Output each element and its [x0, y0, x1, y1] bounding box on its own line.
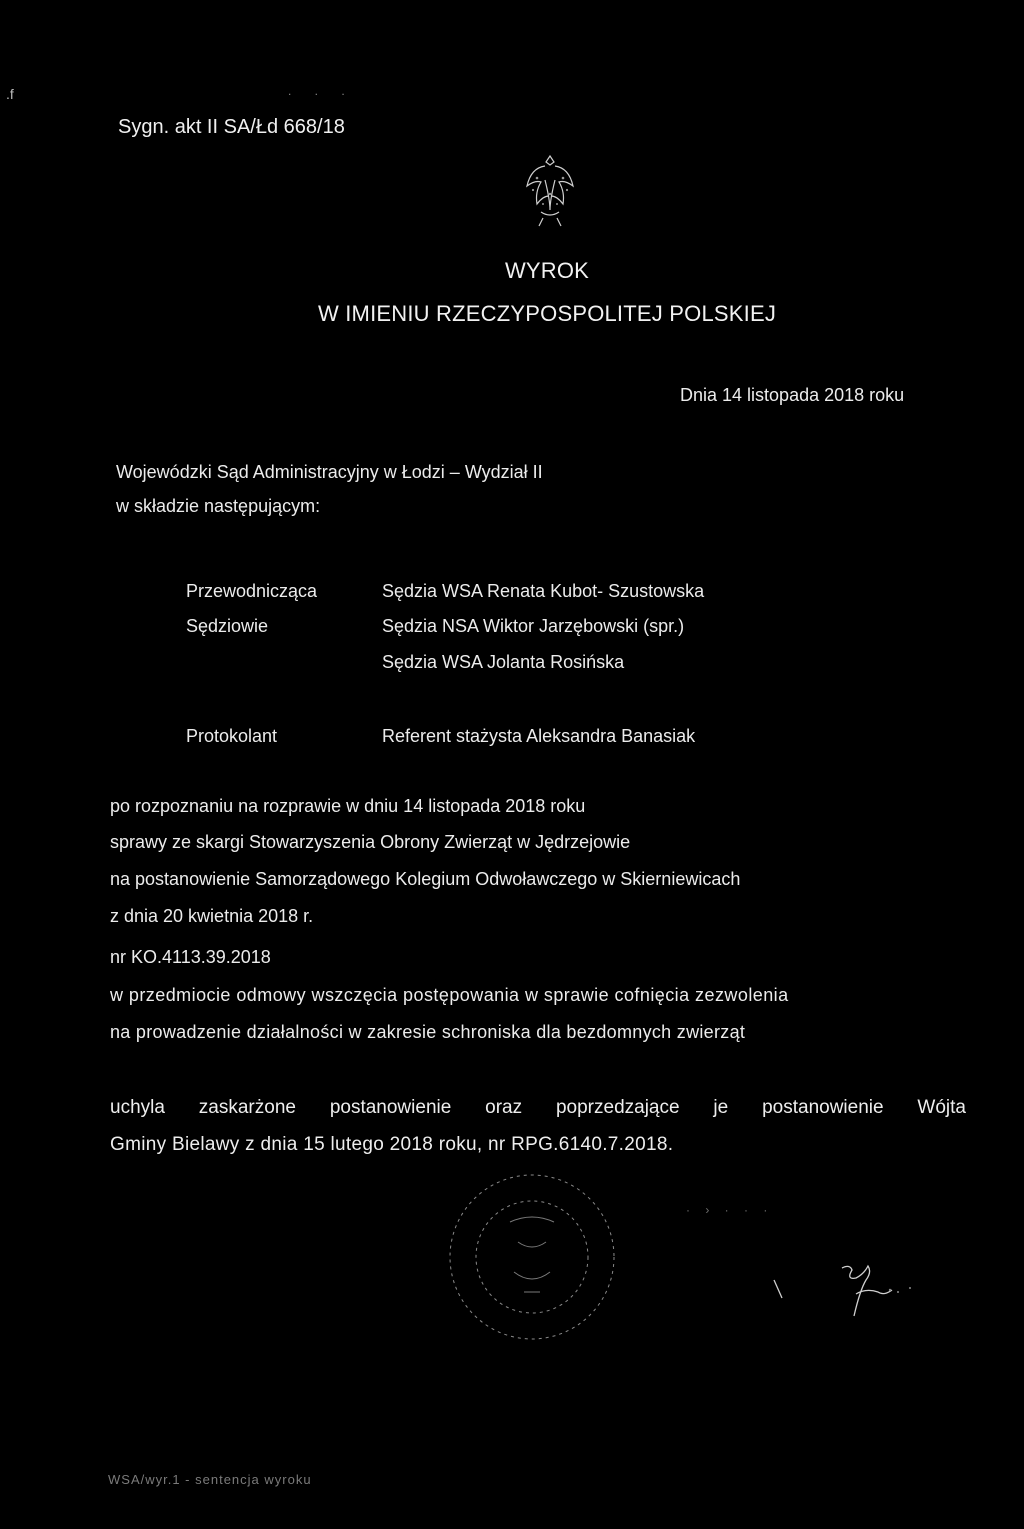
judges-label: Sędziowie: [186, 616, 269, 636]
case-signature: Sygn. akt II SA/Łd 668/18: [118, 116, 345, 138]
body-line-1: po rozpoznaniu na rozprawie w dniu 14 listopada 2018 roku: [110, 796, 586, 816]
round-court-stamp-icon: [440, 1162, 640, 1362]
clerk-label: Protokolant: [186, 726, 278, 746]
court-name: Wojewódzki Sąd Administracyjny w Łodzi – Wydział II: [116, 462, 543, 482]
handwritten-signature-icon: [770, 1250, 930, 1340]
ruling-line-1: uchyla zaskarżone postanowienie oraz poprzedzające je postanowienie Wójta: [110, 1097, 966, 1118]
clerk-name: Referent stażysta Aleksandra Banasiak: [382, 726, 696, 746]
body-line-4: z dnia 20 kwietnia 2018 r.: [110, 906, 314, 926]
header-dots: . . .: [288, 84, 355, 98]
judge-name-1: Sędzia NSA Wiktor Jarzębowski (spr.): [382, 616, 685, 636]
judge-name-2: Sędzia WSA Jolanta Rosińska: [382, 652, 625, 672]
body-line-7: na prowadzenie działalności w zakresie schroniska dla bezdomnych zwierząt: [110, 1022, 746, 1042]
judgment-date: Dnia 14 listopada 2018 roku: [680, 385, 905, 405]
polish-eagle-emblem-icon: [523, 150, 577, 230]
body-line-6: w przedmiocie odmowy wszczęcia postępowania w sprawie cofnięcia zezwolenia: [110, 985, 789, 1005]
form-footer: WSA/wyr.1 - sentencja wyroku: [108, 1472, 312, 1487]
chair-name: Sędzia WSA Renata Kubot- Szustowska: [382, 581, 705, 601]
body-line-2: sprawy ze skargi Stowarzyszenia Obrony Zwierząt w Jędrzejowie: [110, 832, 631, 852]
ruling-line-2: Gminy Bielawy z dnia 15 lutego 2018 roku, nr RPG.6140.7.2018.: [110, 1134, 674, 1155]
body-line-3: na postanowienie Samorządowego Kolegium Odwoławczego w Skierniewicach: [110, 869, 741, 889]
document-subtitle: W IMIENIU RZECZYPOSPOLITEJ POLSKIEJ: [317, 301, 777, 326]
body-line-5: nr KO.4113.39.2018: [110, 947, 271, 967]
court-composition-label: w składzie następującym:: [116, 496, 321, 516]
faint-marks: · › · · ·: [686, 1203, 774, 1217]
corner-mark: .f: [6, 86, 14, 102]
document-title: WYROK: [504, 258, 590, 283]
chair-label: Przewodnicząca: [186, 581, 318, 601]
